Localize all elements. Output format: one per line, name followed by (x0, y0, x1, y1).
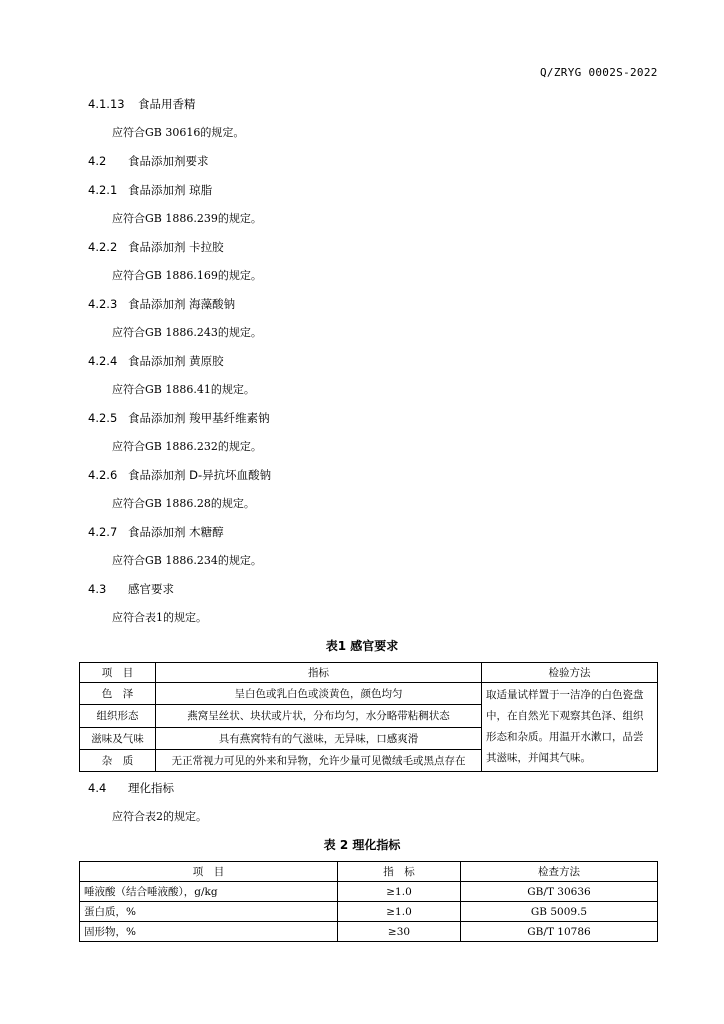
table-cell: GB/T 30636 (461, 882, 658, 902)
section-heading (88, 353, 224, 369)
table-cell: 固形物，% (80, 922, 338, 942)
table-cell: 杂 质 (80, 749, 156, 771)
section-body: 应符合GB 1886.41的规定。 (112, 383, 255, 396)
table-header-cell: 项 目 (80, 862, 338, 882)
table-row (80, 902, 658, 922)
section-number: 4.1.13 (88, 97, 125, 111)
table-cell: 蛋白质，% (80, 902, 338, 922)
section-number: 4.2.1 (88, 183, 118, 197)
section-title: 食品添加剂 黄原胶 (128, 354, 224, 368)
table-cell: GB/T 10786 (461, 922, 658, 942)
table-cell: 呈白色或乳白色或淡黄色，颜色均匀 (156, 683, 482, 705)
table2-physicochemical (79, 861, 658, 942)
table-row (80, 922, 658, 942)
section-number: 4.2.5 (88, 411, 118, 425)
section-title: 食品添加剂 木糖醇 (128, 525, 224, 539)
table-row (80, 882, 658, 902)
table-cell: 唾液酸（结合唾液酸），g/kg (80, 882, 338, 902)
section-heading (88, 96, 196, 112)
section-heading (88, 239, 224, 255)
section-heading (88, 410, 270, 426)
table-cell: ≥1.0 (338, 882, 461, 902)
section-title: 食品用香精 (138, 97, 196, 111)
section-number: 4.2.4 (88, 354, 118, 368)
table1-sensory (79, 662, 658, 772)
section-heading (88, 780, 174, 796)
table-cell: 具有燕窝特有的气滋味，无异味，口感爽滑 (156, 727, 482, 749)
table-cell: ≥30 (338, 922, 461, 942)
section-body: 应符合表2的规定。 (112, 810, 207, 823)
section-heading (88, 524, 224, 540)
section-number: 4.4 (88, 781, 107, 795)
section-heading (88, 182, 212, 198)
section-number: 4.2.7 (88, 525, 118, 539)
table-header-cell: 项 目 (80, 663, 156, 683)
table-cell: 燕窝呈丝状、块状或片状，分布均匀，水分略带粘稠状态 (156, 705, 482, 727)
table1-caption: 表1 感官要求 (325, 639, 399, 653)
section-number: 4.2.2 (88, 240, 118, 254)
document-code: Q/ZRYG 0002S-2022 (540, 66, 658, 79)
section-heading (88, 581, 174, 597)
table-cell: 无正常视力可见的外来和异物，允许少量可见微绒毛或黑点存在 (156, 749, 482, 771)
section-body: 应符合GB 1886.232的规定。 (112, 440, 262, 453)
table-cell: ≥1.0 (338, 902, 461, 922)
table-header-cell: 检验方法 (482, 663, 658, 683)
table-header-row (80, 663, 658, 683)
table-cell: 组织形态 (80, 705, 156, 727)
section-body: 应符合GB 1886.234的规定。 (112, 554, 262, 567)
table-header-cell: 检查方法 (461, 862, 658, 882)
section-number: 4.2.6 (88, 468, 118, 482)
table-row (80, 683, 658, 705)
section-title: 食品添加剂 D-异抗坏血酸钠 (128, 468, 272, 482)
section-heading (88, 296, 235, 312)
table-header-cell: 指 标 (338, 862, 461, 882)
section-title: 食品添加剂 琼脂 (128, 183, 213, 197)
section-heading (88, 467, 271, 483)
section-heading (88, 153, 209, 169)
section-body: 应符合GB 30616的规定。 (112, 126, 245, 139)
table2-caption: 表 2 理化指标 (323, 838, 401, 852)
section-title: 食品添加剂要求 (128, 154, 209, 168)
section-title: 食品添加剂 海藻酸钠 (128, 297, 236, 311)
section-title: 食品添加剂 卡拉胶 (128, 240, 224, 254)
table-header-cell: 指标 (156, 663, 482, 683)
section-title: 理化指标 (128, 781, 174, 795)
section-title: 食品添加剂 羧甲基纤维素钠 (128, 411, 270, 425)
section-number: 4.2 (88, 154, 107, 168)
section-body: 应符合GB 1886.243的规定。 (112, 326, 262, 339)
section-number: 4.2.3 (88, 297, 118, 311)
section-body: 应符合表1的规定。 (112, 611, 207, 624)
table-cell: 滋味及气味 (80, 727, 156, 749)
inspection-method-cell: 取适量试样置于一洁净的白色瓷盘中，在自然光下观察其色泽、组织形态和杂质。用温开水漱口，品尝其滋味，并闻其气味。 (482, 683, 658, 772)
section-body: 应符合GB 1886.169的规定。 (112, 269, 262, 282)
section-body: 应符合GB 1886.28的规定。 (112, 497, 255, 510)
table-header-row (80, 862, 658, 882)
table-cell: 色 泽 (80, 683, 156, 705)
section-number: 4.3 (88, 582, 107, 596)
section-title: 感官要求 (128, 582, 174, 596)
table-cell: GB 5009.5 (461, 902, 658, 922)
section-body: 应符合GB 1886.239的规定。 (112, 212, 262, 225)
